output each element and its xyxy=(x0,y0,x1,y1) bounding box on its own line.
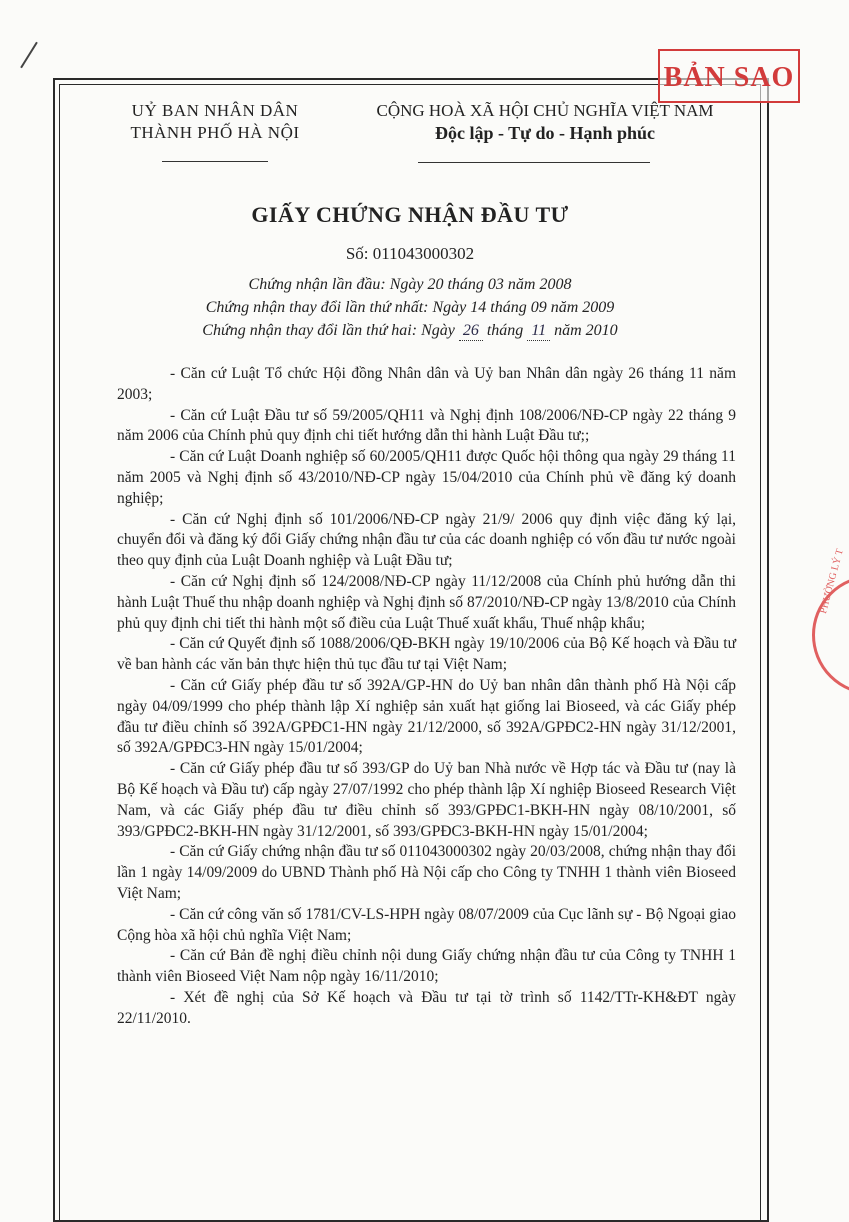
paragraph: - Căn cứ Nghị định số 124/2008/NĐ-CP ngày 11/12/2008 của Chính phủ hướng dẫn thi hành Luật Thuế thu nhập doanh nghiệp và Nghị định số 87/2010/NĐ-CP ngày 13/8/2010 của Chính phủ quy định chi tiết thi hành một số điều của Luật Thuế xuất khẩu, Thuế nhập khẩu; xyxy=(117,572,736,632)
paragraph: - Căn cứ Luật Đầu tư số 59/2005/QH11 và Nghị định 108/2006/NĐ-CP ngày 22 tháng 9 năm 2006 của Chính phủ quy định chi tiết hướng dẫn thi hành Luật Đầu tư;; xyxy=(117,406,736,445)
paragraph: - Căn cứ Quyết định số 1088/2006/QĐ-BKH ngày 19/10/2006 của Bộ Kế hoạch và Đầu tư về ban hành các văn bản thực hiện thủ tục đầu tư tại Việt Nam; xyxy=(117,635,736,674)
paragraph: - Căn cứ Giấy chứng nhận đầu tư số 011043000302 ngày 20/03/2008, chứng nhận thay đổi lần 1 ngày 14/09/2009 do UBND Thành phố Hà Nội cấp cho Công ty TNHH 1 thành viên Bioseed Việt Nam; xyxy=(117,843,736,902)
cert-first-date: Chứng nhận lần đầu: Ngày 20 tháng 03 năm 2008 xyxy=(248,276,572,293)
paragraph: - Căn cứ Giấy phép đầu tư số 393/GP do Uỷ ban Nhà nước về Hợp tác và Đầu tư (nay là Bộ Kế hoạch và Đầu tư) cấp ngày 27/07/1992 cho phép thành lập Xí nghiệp Bioseed Research Việt Nam, và các Giấy phép đầu tư điều chỉnh số 393/GPĐC1-BKH-HN ngày 08/10/2001, số 393/GPĐC2-BKH-HN ngày 31/12/2001, số 393/GPĐC3-BKH-HN ngày 15/01/2004; xyxy=(117,760,736,840)
country-name: CỘNG HOÀ XÃ HỘI CHỦ NGHĨA VIỆT NAM xyxy=(376,101,714,120)
paragraph: - Căn cứ Giấy phép đầu tư số 392A/GP-HN do Uỷ ban nhân dân thành phố Hà Nội cấp ngày 04/09/1999 cho phép thành lập Xí nghiệp sản xuất hạt giống lai Bioseed, và các Giấy phép đầu tư điều chỉnh số 392A/GPĐC1-HN ngày 21/12/2000, số 392A/GPĐC2-HN ngày 31/12/2001, số 392A/GPĐC3-HN ngày 15/01/2004; xyxy=(117,676,736,757)
cert-change-2-date xyxy=(60,322,760,341)
certificate-number: Số: 011043000302 xyxy=(345,244,475,263)
cert-change-2-prefix: Chứng nhận thay đổi lần thứ hai: Ngày xyxy=(202,322,455,339)
handwritten-day: 26 xyxy=(459,322,483,341)
seal-text: PHƯỜNG LÝ T xyxy=(818,547,846,615)
document-title: GIẤY CHỨNG NHẬN ĐẦU TƯ xyxy=(251,202,569,227)
paragraph: - Căn cứ Luật Tổ chức Hội đồng Nhân dân và Uỷ ban Nhân dân ngày 26 tháng 11 năm 2003; xyxy=(117,365,736,403)
cert-change-1-date: Chứng nhận thay đổi lần thứ nhất: Ngày 14 tháng 09 năm 2009 xyxy=(205,299,615,316)
national-motto: Độc lập - Tự do - Hạnh phúc xyxy=(434,123,656,143)
copy-stamp: BẢN SAO xyxy=(658,49,800,103)
national-header xyxy=(355,100,735,144)
legal-basis xyxy=(117,364,736,1030)
pen-mark xyxy=(20,42,38,69)
authority-line-1: UỶ BAN NHÂN DÂN xyxy=(131,101,299,120)
issuing-authority xyxy=(105,100,325,144)
paragraph: - Căn cứ Bản đề nghị điều chỉnh nội dung Giấy chứng nhận đầu tư của Công ty TNHH 1 thành viên Bioseed Việt Nam nộp ngày 16/11/2010; xyxy=(117,947,736,986)
divider-right xyxy=(418,162,650,163)
cert-change-2-suffix: năm 2010 xyxy=(554,322,618,339)
authority-line-2: THÀNH PHỐ HÀ NỘI xyxy=(130,123,300,142)
paragraph: - Căn cứ công văn số 1781/CV-LS-HPH ngày 08/07/2009 của Cục lãnh sự - Bộ Ngoại giao Cộng hòa xã hội chủ nghĩa Việt Nam; xyxy=(117,905,736,944)
divider-left xyxy=(162,161,268,162)
cert-change-2-month-label: tháng xyxy=(486,322,524,339)
paragraph: - Căn cứ Luật Doanh nghiệp số 60/2005/QH11 được Quốc hội thông qua ngày 29 tháng 11 năm 2005 và Nghị định số 43/2010/NĐ-CP ngày 15/04/2010 của Chính phủ về đăng ký doanh nghiệp; xyxy=(117,448,736,507)
paragraph: - Xét đề nghị của Sở Kế hoạch và Đầu tư tại tờ trình số 1142/TTr-KH&ĐT ngày 22/11/2010. xyxy=(117,988,736,1027)
handwritten-month: 11 xyxy=(527,322,550,341)
paragraph: - Căn cứ Nghị định số 101/2006/NĐ-CP ngày 21/9/ 2006 quy định việc đăng ký lại, chuyển đổi và đăng ký đổi Giấy chứng nhận đầu tư của các doanh nghiệp có vốn đầu tư nước ngoài theo quy định của Luật Doanh nghiệp và Luật Đầu tư; xyxy=(117,510,736,570)
